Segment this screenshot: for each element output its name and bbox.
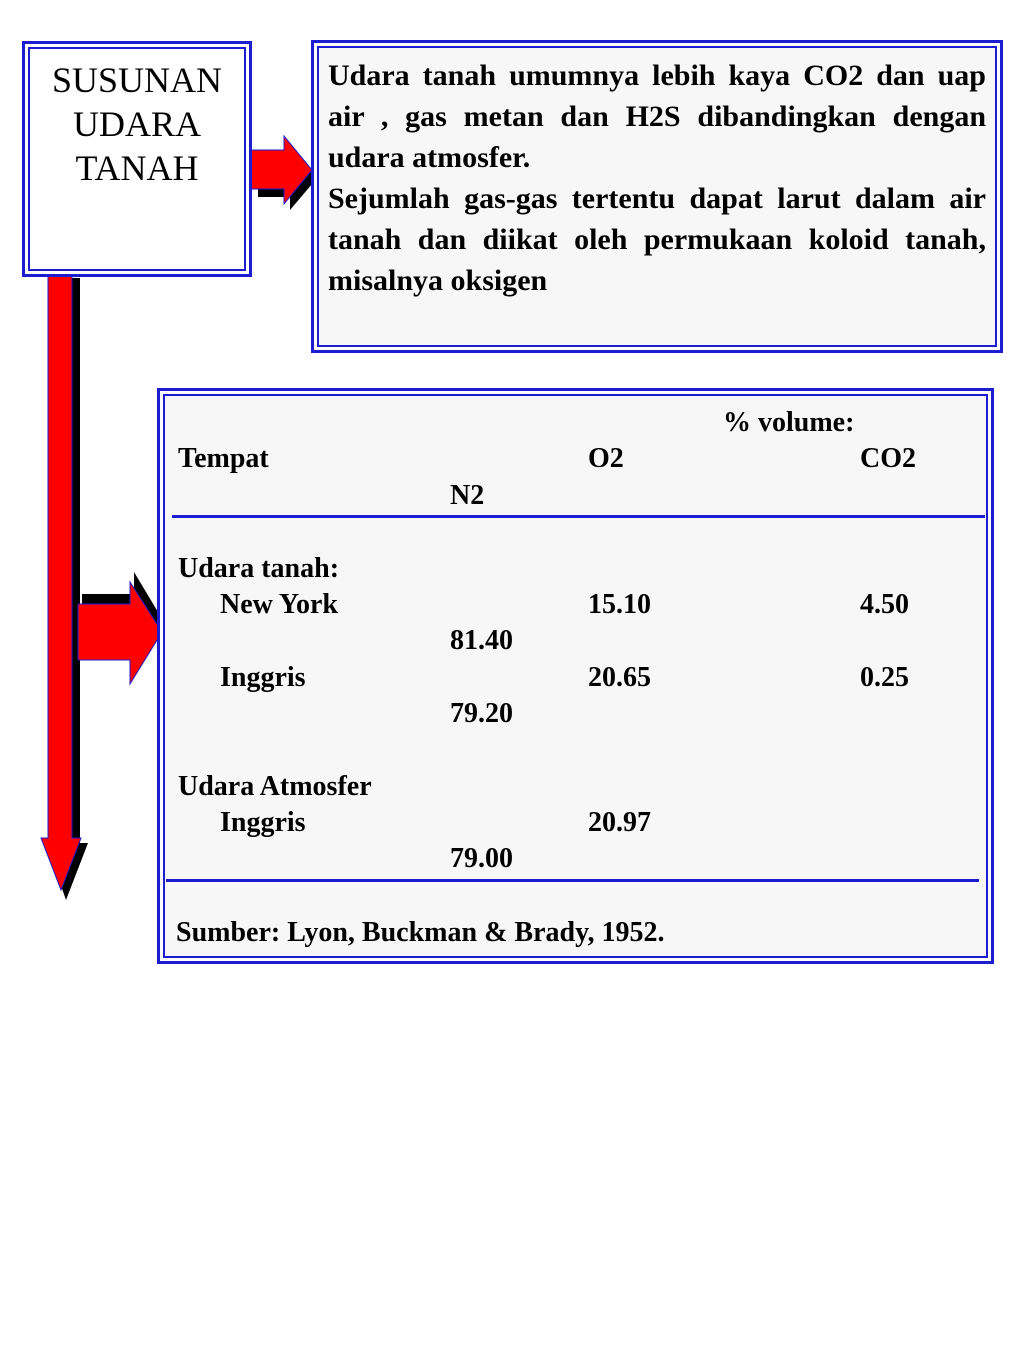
row-new-york-o2: 15.10 [588, 589, 651, 620]
row-inggris-soil-name: Inggris [220, 662, 306, 693]
title-box [22, 41, 252, 277]
group-atmosphere: Udara Atmosfer [178, 771, 372, 802]
row-new-york-n2: 81.40 [450, 625, 513, 656]
source-note: Sumber: Lyon, Buckman & Brady, 1952. [176, 917, 665, 948]
row-inggris-soil-n2: 79.20 [450, 698, 513, 729]
right-arrow-icon [248, 136, 318, 210]
header-place: Tempat [178, 443, 269, 474]
header-o2: O2 [588, 443, 624, 474]
row-inggris-soil-o2: 20.65 [588, 662, 651, 693]
page-title [25, 58, 249, 190]
header-divider [172, 515, 985, 518]
down-arrow-icon [41, 276, 88, 900]
row-inggris-soil-co2: 0.25 [860, 662, 909, 693]
row-inggris-atm-name: Inggris [220, 807, 306, 838]
footer-divider [166, 879, 979, 882]
header-n2: N2 [450, 480, 485, 511]
group-soil-air: Udara tanah: [178, 553, 340, 584]
title-line-1: SUSUNAN [51, 60, 223, 100]
title-line-2: UDARA [72, 104, 201, 144]
row-inggris-atm-n2: 79.00 [450, 843, 513, 874]
composition-table [157, 388, 994, 964]
row-inggris-atm-o2: 20.97 [588, 807, 651, 838]
description-text [328, 55, 986, 301]
description-paragraph-1: Udara tanah umumnya lebih kaya CO2 dan uap air , gas metan dan H2S dibandingkan dengan udara atmosfer. [328, 59, 986, 174]
row-new-york-co2: 4.50 [860, 589, 909, 620]
description-paragraph-2: Sejumlah gas-gas tertentu dapat larut dalam air tanah dan diikat oleh permukaan koloid tanah, misalnya oksigen [328, 182, 986, 297]
volume-header: % volume: [723, 407, 855, 438]
description-box [311, 40, 1003, 353]
table-arrow-icon [78, 572, 164, 684]
header-co2: CO2 [860, 443, 916, 474]
row-new-york-name: New York [220, 589, 338, 620]
title-line-3: TANAH [75, 148, 199, 188]
